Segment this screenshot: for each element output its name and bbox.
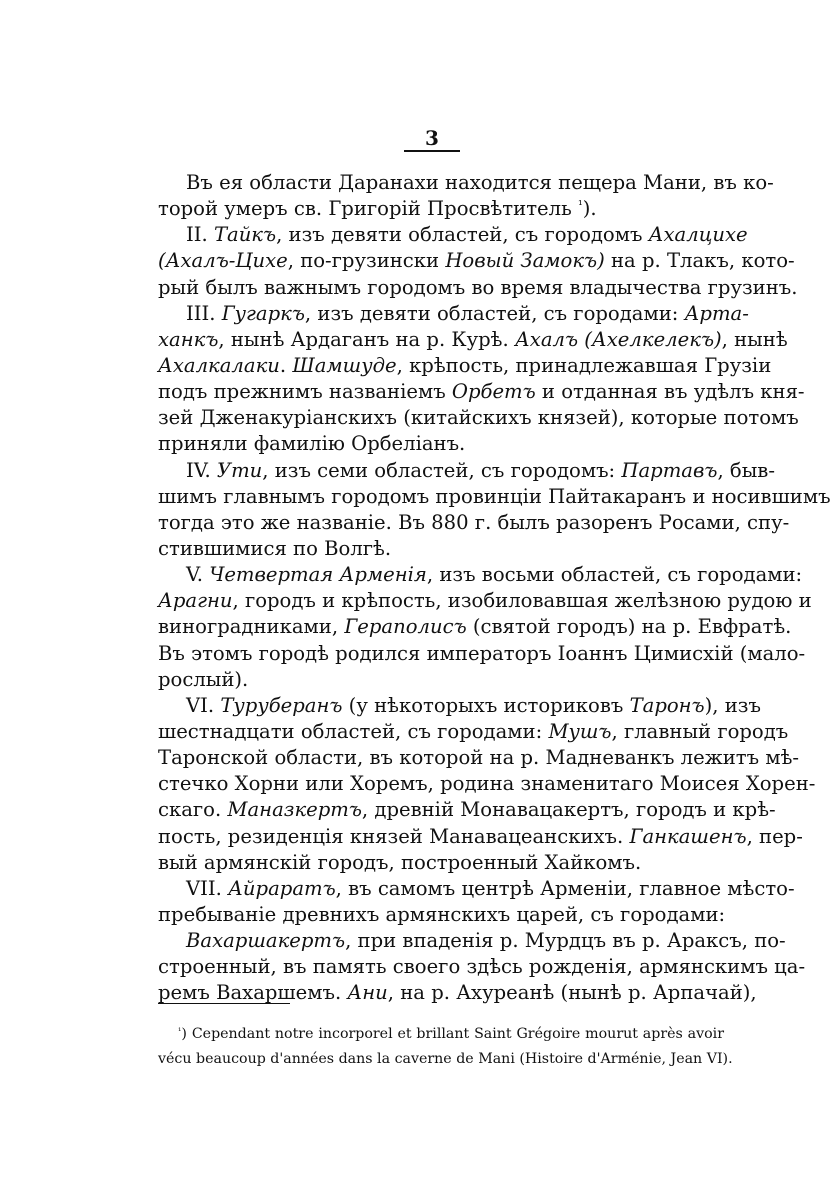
- footnote-marker: ¹: [577, 198, 583, 213]
- line-12: IV. Ути, изъ семи областей, съ городомъ: Партавъ, быв-: [186, 458, 775, 482]
- line-3: II. Тайкъ, изъ девяти областей, съ городомъ Ахалцихе: [186, 223, 748, 247]
- line-27: вый армянскій городъ, построенный Хайкомъ.: [158, 850, 642, 874]
- line-7: ханкъ, нынѣ Ардаганъ на р. Курѣ. Ахалъ (Ахелкелекъ), нынѣ: [158, 327, 788, 351]
- line-15: стившимися по Волгѣ.: [158, 536, 392, 560]
- line-2: торой умеръ св. Григорій Просвѣтитель $^{^1}$).: [158, 197, 597, 221]
- footnote-line-1: $^{^1}$) Cependant notre incorporel et brillant Saint Grégoire mourut après avoir: [178, 1026, 724, 1042]
- line-5: рый былъ важнымъ городомъ во время владычества грузинъ.: [158, 275, 798, 299]
- line-32: ремъ Вахаршемъ. Ани, на р. Ахуреанѣ (нынѣ р. Арпачай),: [158, 981, 757, 1005]
- line-31: строенный, въ память своего здѣсь рожденія, армянскимъ ца-: [158, 955, 806, 979]
- line-20: рослый).: [158, 667, 249, 691]
- page-number: 3: [425, 126, 439, 150]
- line-30: Вахаршакертъ, при впаденія р. Мурдцъ въ р. Араксъ, по-: [186, 929, 786, 953]
- line-10: зей Дженакуріанскихъ (китайскихъ князей), которые потомъ: [158, 406, 799, 430]
- line-16: V. Четвертая Арменія, изъ восьми областей, съ городами:: [186, 563, 803, 587]
- line-8: Ахалкалаки. Шамшуде, крѣпость, принадлежавшая Грузіи: [158, 353, 772, 377]
- line-4: (Ахалъ-Цихе, по-грузински Новый Замокъ) на р. Тлакъ, кото-: [158, 249, 795, 273]
- line-18: виноградниками, Гераполисъ (святой городъ) на р. Евфратѣ.: [158, 615, 792, 639]
- line-26: пость, резиденція князей Манавацеанскихъ. Ганкашенъ, пер-: [158, 824, 803, 848]
- line-19: Въ этомъ городѣ родился императоръ Іоаннъ Цимисхій (мало-: [158, 641, 806, 665]
- line-13: шимъ главнымъ городомъ провинціи Пайтакаранъ и носившимъ: [158, 484, 831, 508]
- footnote: [158, 1022, 733, 1072]
- body-text: [158, 170, 831, 1007]
- line-22: шестнадцати областей, съ городами: Мушъ, главный городъ: [158, 719, 789, 743]
- line-28: VII. Айраратъ, въ самомъ центрѣ Арменіи, главное мѣсто-: [186, 876, 795, 900]
- line-17: Арагни, городъ и крѣпость, изобиловавшая желѣзною рудою и: [158, 589, 812, 613]
- footnote-marker: ¹: [178, 1026, 182, 1037]
- page-number-rule: [404, 150, 460, 152]
- line-21: VI. Туруберанъ (у нѣкоторыхъ историковъ Таронъ), изъ: [186, 693, 761, 717]
- line-24: стечко Хорни или Хоремъ, родина знаменитаго Моисея Хорен-: [158, 772, 816, 796]
- line-23: Таронской области, въ которой на р. Мадневанкъ лежитъ мѣ-: [158, 746, 800, 770]
- line-29: пребываніе древнихъ армянскихъ царей, съ городами:: [158, 902, 726, 926]
- line-1: Въ ея области Даранахи находится пещера Мани, въ ко-: [186, 171, 774, 194]
- line-25: скаго. Маназкертъ, древній Монавацакертъ, городъ и крѣ-: [158, 798, 776, 822]
- line-9: подъ прежнимъ названіемъ Орбетъ и отданная въ удѣлъ кня-: [158, 380, 805, 404]
- line-11: приняли фамилію Орбеліанъ.: [158, 432, 466, 456]
- line-6: III. Гугаркъ, изъ девяти областей, съ городами: Арта-: [186, 301, 749, 325]
- footnote-line-2: vécu beaucoup d'années dans la caverne de Mani (Histoire d'Arménie, Jean VI).: [158, 1051, 733, 1067]
- line-14: тогда это же названіе. Въ 880 г. былъ разоренъ Росами, спу-: [158, 510, 790, 534]
- footnote-separator: [158, 1003, 290, 1004]
